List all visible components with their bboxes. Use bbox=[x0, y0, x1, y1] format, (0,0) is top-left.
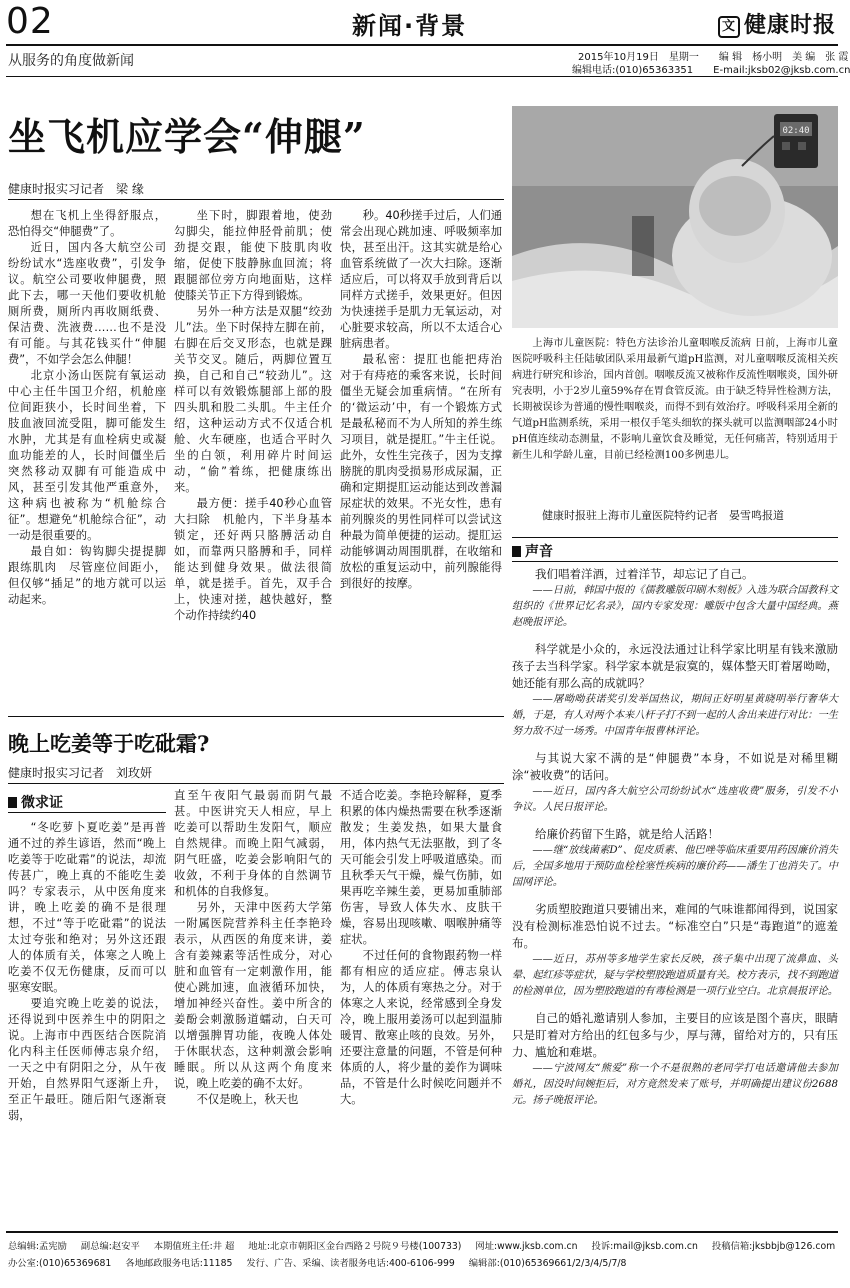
article2-tag-text: 微求证 bbox=[21, 795, 63, 811]
voice-quote: 给廉价药留下生路，就是给人活路！ bbox=[535, 827, 719, 841]
article2-top-rule bbox=[8, 716, 504, 717]
square-bullet-icon bbox=[8, 797, 17, 808]
paragraph: 直至午夜阳气最弱而阴气最甚。中医讲究天人相应，早上吃姜可以帮助生发阳气，顺应自然规律。而晚上阳气减弱，阴气旺盛，吃姜会影响阳气的收敛，不利于身体的自然调节和机体的自我修复。 bbox=[174, 789, 332, 898]
footer-item: 副总编:赵安平 bbox=[80, 1241, 140, 1252]
voice-title-text: 声音 bbox=[525, 544, 553, 560]
article-column-2 bbox=[174, 208, 332, 710]
page-number: 02 bbox=[6, 1, 54, 42]
voice-source: ——继“放线菌素D”、促皮质素、他巴唑等临床重要用药因廉价消失后，全国多地用于预防血栓栓塞性疾病的廉价药——潘生丁也消失了。中国网评论。 bbox=[512, 845, 838, 888]
voice-rule bbox=[512, 537, 838, 538]
paragraph: 不仅是晚上，秋天也 bbox=[196, 1093, 299, 1106]
paragraph: 最自如：钩钩脚尖提提脚跟练肌肉 尽管座位间距小，但仅够“插足”的地方就可以运动起来。 bbox=[8, 545, 166, 606]
paragraph: 另外，天津中医药大学第一附属医院营养科主任李艳玲表示，从西医的角度来讲，姜含有姜辣素等活性成分，对心脏和血管有一定刺激作用，能使心跳加速，血液循环加快，增加神经兴奋性。姜中所含的姜酚会刺激肠道蠕动，白天可以增强脾胃功能，夜晚人体处于休眠状态，这种刺激会影响睡眠。所以从这两个角度来说，晚上吃姜的确不太好。 bbox=[174, 901, 332, 1090]
voice-quote: 自己的婚礼邀请别人参加，主要目的应该是图个喜庆，眼睛只是盯着对方给出的红包多与少，厚与薄，留给对方的，只有压力、尴尬和难堪。 bbox=[512, 1011, 838, 1059]
voice-item bbox=[512, 566, 838, 631]
paragraph: 不适合吃姜。李艳玲解释，夏季积累的体内燥热需要在秋季逐渐散发；生姜发热，如果大量食用，体内热气无法驱散，到了冬天可能会引发上呼吸道感染。而且秋季天气干燥，燥气伤肺，如果再吃辛辣生姜，更易加重肺部伤害，导致人体失水、皮肤干燥，容易出现咳嗽、咽喉肿痛等症状。 bbox=[340, 789, 502, 946]
footer-line-1 bbox=[8, 1238, 846, 1252]
masthead-rule bbox=[6, 44, 838, 46]
voice-source: ——近日，国内各大航空公司纷纷试水“选座收费”服务，引发不小争议。人民日报评论。 bbox=[512, 786, 838, 813]
footer-item: 地址:北京市朝阳区金台西路２号院９号楼(100733) bbox=[248, 1241, 462, 1252]
voice-item bbox=[512, 1010, 838, 1109]
article2-headline: 晚上吃姜等于吃砒霜? bbox=[8, 731, 210, 756]
photo-credit: 健康时报驻上海市儿童医院特约记者 晏雪鸣报道 bbox=[542, 509, 784, 522]
voice-quote: 与其说大家不满的是“伸腿费”本身，不如说是对稀里糊涂“被收费”的话问。 bbox=[512, 751, 838, 782]
voice-source: ——屠呦呦获诺奖引发举国热议，期间正好明星黄晓明举行奢华大婚，于是，有人对两个本来八杆子打不到一起的人舍出来进行对比：一生努力敌不过一场秀。中国青年报曹林评论。 bbox=[512, 694, 838, 737]
article-headline: 坐飞机应学会“伸腿” bbox=[8, 114, 366, 159]
caption-lead: 上海市儿童医院：特色方法诊治儿童咽喉反流病 bbox=[532, 338, 752, 349]
paragraph: 要追究晚上吃姜的说法，还得说到中医养生中的阴阳之说。上海市中西医结合医院消化内科主任医师傅志泉介绍，一天之中有阴阳之分，从午夜开始，自然界阳气逐渐上升，至正午最旺。随后阳气逐渐衰弱， bbox=[8, 997, 166, 1122]
footer-line-2 bbox=[8, 1255, 637, 1269]
article2-tag-rule bbox=[8, 812, 166, 813]
paragraph: 北京小汤山医院有氧运动中心主任牛国卫介绍，机舱座位间距狭小，长时间坐着，下肢血液回流受阻，脚可能发生水肿，尤其是有血栓病史或凝血功能差的人，长时间僵坐后突然移动双脚有可能造成中风，甚至引发其他严重意外，这种病也被称为“机舱综合征”。想避免“机舱综合征”，动一动是很重要的。 bbox=[8, 369, 166, 542]
voice-source: ——近日，苏州等多地学生家长反映，孩子集中出现了流鼻血、头晕、起红疹等症状，疑与学校塑胶跑道质量有关。校方表示，找不到跑道的检测单位，因为塑胶跑道的有毒检测是一项行业空白。北京晨报评论。 bbox=[512, 954, 838, 997]
paragraph: 秒。40秒搓手过后，人们通常会出现心跳加速、呼吸频率加快，甚至出汗。这其实就是给心血管系统做了一次大扫除。逐渐适应后，可以将双手放到背后以同样方式搓手，效果更好。但因为快速搓手是肌力无氧运动，对心脏要求较高，所以不太适合心脏病患者。 bbox=[340, 209, 502, 350]
article-column-1 bbox=[8, 208, 166, 710]
paragraph: 最私密：提肛也能把痔治 对于有痔疮的乘客来说，长时间僵坐无疑会加重病情。“在所有的‘微运动’中，有一个锻炼方式是最私秘而不为人所知的养生练习项目，就是提肛。”牛主任说。此外，女性生完孩子，因为支撑膀胱的肌肉受损易形成尿漏，正确和定期提肛运动能达到改善漏尿症状的效果。不光女性，患有前列腺炎的男性同样可以尝试这种最为简单便捷的运动。提肛运动能够调动周围肌群，在收缩和放松的重复运动中，前列腺能得到很好的按摩。 bbox=[340, 353, 514, 590]
paragraph: 不过任何的食物跟药物一样都有相应的适应症。傅志泉认为，人的体质有寒热之分。对于体寒之人来说，经常感到全身发冷，晚上服用姜汤可以起到温肺暖胃、散寒止咳的良效。另外，还要注意量的问题，不管是何种体质的人，将少量的姜作为调味品，不管是什么时候吃问题并不大。 bbox=[340, 949, 502, 1106]
section-title: 新闻·背景 bbox=[352, 12, 468, 40]
paragraph: 近日，国内各大航空公司纷纷试水“选座收费”，引发争议。航空公司要收伸腿费，照此下去，哪一天他们要收机舱厕所费，厕所内再收厕纸费、保洁费、洗液费……也不是没有可能。与其花钱买什“伸腿费”，不如学会怎么伸腿！ bbox=[8, 241, 166, 366]
voice-section-title bbox=[512, 541, 553, 561]
article2-byline-rule bbox=[8, 783, 504, 784]
article2-column-1 bbox=[8, 820, 166, 1224]
footer-item: 发行、广告、采编、读者服务电话:400-6106-999 bbox=[246, 1258, 455, 1269]
contact-line: 编辑电话:(010)65363351 E-mail:jksb02@jksb.com.cn bbox=[572, 65, 850, 76]
masthead-rule-bottom bbox=[6, 76, 838, 77]
footer-item: 本期值班主任:井 超 bbox=[153, 1241, 235, 1252]
photo-caption bbox=[512, 336, 838, 464]
footer-item: 办公室:(010)65369681 bbox=[8, 1258, 112, 1269]
footer-item: 投稿信箱:jksbbjb@126.com bbox=[711, 1241, 836, 1252]
voice-list bbox=[512, 566, 838, 1119]
paragraph: “冬吃萝卜夏吃姜”是再普通不过的养生谚语，然而“晚上吃姜等于吃砒霜”的说法，却流传甚广，晚上真的不能吃生姜吗？专家表示，从中医角度来讲，晚上吃姜的确不是很理想，不过“等于吃砒霜”的说法太过夸张和绝对；另外这还跟人的体质有关，体寒之人晚上吃姜不仅无伤健康，反而可以驱寒安眠。 bbox=[8, 821, 166, 994]
article-column-3 bbox=[340, 208, 514, 710]
voice-quote: 劣质塑胶跑道只要铺出来，难闻的气味谁都闻得到，说国家没有检测标准恐怕说不过去。“标准空白”只是“毒跑道”的遮羞布。 bbox=[512, 902, 838, 950]
square-bullet-icon bbox=[512, 546, 521, 557]
paragraph: 最方便：搓手40秒心血管大扫除 机舱内，下半身基本锁定，还好两只胳膊活动自如，而靠两只胳膊和手，同样能达到健身效果。做法很简单，就是搓手。首先，双手合上，快速对搓，越快越好，整个动作持续约40 bbox=[174, 497, 332, 622]
voice-item bbox=[512, 641, 838, 740]
paragraph: 想在飞机上坐得舒服点，恐怕得交“伸腿费”了。 bbox=[8, 209, 166, 238]
footer-item: 网址:www.jksb.com.cn bbox=[475, 1241, 578, 1252]
paragraph: 另外一种方法是双腿“绞劲儿”法。坐下时保持左脚在前，右脚在后交叉形态，也就是踝关节交叉。随后，两脚位置互换，自己和自己“较劲儿”。这样可以有效锻炼腿部上部的股四头肌和股二头肌。牛主任介绍，这种运动方式不仅适合机舱、火车硬座，也适合平时久坐的白领，利用碎片时间运动，“偷”着练，把健康练出来。 bbox=[174, 305, 332, 494]
voice-quote: 科学就是小众的，永远没法通过让科学家比明星有钱来激励孩子去当科学家。科学家本就是寂寞的，媒体整天盯着屠呦呦，她还能有那么高的成就吗？ bbox=[512, 642, 838, 690]
voice-item bbox=[512, 901, 838, 1000]
voice-quote: 我们唱着洋酒，过着洋节，却忘记了自己。 bbox=[535, 567, 754, 581]
voice-source: ——宁波网友“熊爱”称一个不是很熟的老同学打电话邀请他去参加婚礼，因没时间婉拒后，对方竟然发来了账号，并明确提出建议份2688元。扬子晚报评论。 bbox=[512, 1063, 838, 1106]
voice-item bbox=[512, 826, 838, 891]
footer-item: 投诉:mail@jksb.com.cn bbox=[591, 1241, 698, 1252]
caption-body: 日前，上海市儿童医院呼吸科主任陆敏团队采用最新气道pH监测，对儿童咽喉反流相关疾病进行研究和诊治，国内首创。咽喉反流又被称作反流性咽喉炎，国外研究表明，小于2岁儿童59%存在胃食管反流。由于缺乏特异性检测方法，长期被误诊为普通的慢性咽喉炎，而得不到有效治疗。呼吸科采用全新的气道pH监测系统，采用一根仅手笔头细软的探头就可以监测咽部24小时pH值连续动态测量，不影响儿童饮食及睡觉，无任何痛苦，特别适用于新生儿和学龄儿童，目前已经检测100多例患儿。 bbox=[512, 338, 838, 461]
news-photo bbox=[512, 106, 838, 328]
article2-column-2 bbox=[174, 788, 332, 1224]
paragraph: 坐下时，脚跟着地，使劲勾脚尖，能拉伸胫骨前肌；使劲提交跟，能使下肢肌肉收缩，促使下肢静脉血回流；将跟腿部位旁方向地面贴，这样使膝关节正下方得到锻炼。 bbox=[174, 209, 332, 302]
voice-source: ——日前，韩国中报的《儒教雕版印刷木刻板》入选为联合国教科文组织的《世界记忆名录》，国内专家发现：雕版中包含大量中国经典。燕赵晚报评论。 bbox=[512, 585, 839, 628]
footer-item: 总编辑:孟宪励 bbox=[8, 1241, 67, 1252]
article2-tag bbox=[8, 792, 63, 812]
byline-rule bbox=[8, 199, 504, 200]
device-display: 02:40 bbox=[782, 126, 810, 136]
article2-byline: 健康时报实习记者 刘玫妍 bbox=[8, 766, 153, 780]
footer-item: 编辑部:(010)65369661/2/3/4/5/7/8 bbox=[468, 1258, 627, 1269]
footer-item: 各地邮政服务电话:11185 bbox=[125, 1258, 233, 1269]
logo-mark-icon: 文 bbox=[718, 16, 740, 38]
date-editor-line: 2015年10月19日 星期一 编 辑 杨小明 美 编 张 霞 bbox=[578, 52, 849, 63]
paper-name: 健康时报 bbox=[744, 12, 837, 38]
voice-item bbox=[512, 750, 838, 816]
paper-logo bbox=[718, 8, 836, 39]
article2-column-3 bbox=[340, 788, 502, 1224]
footer-rule bbox=[6, 1231, 838, 1233]
article-byline: 健康时报实习记者 梁 缘 bbox=[8, 182, 144, 196]
voice-rule-bottom bbox=[512, 561, 838, 562]
slogan: 从服务的角度做新闻 bbox=[8, 53, 134, 69]
